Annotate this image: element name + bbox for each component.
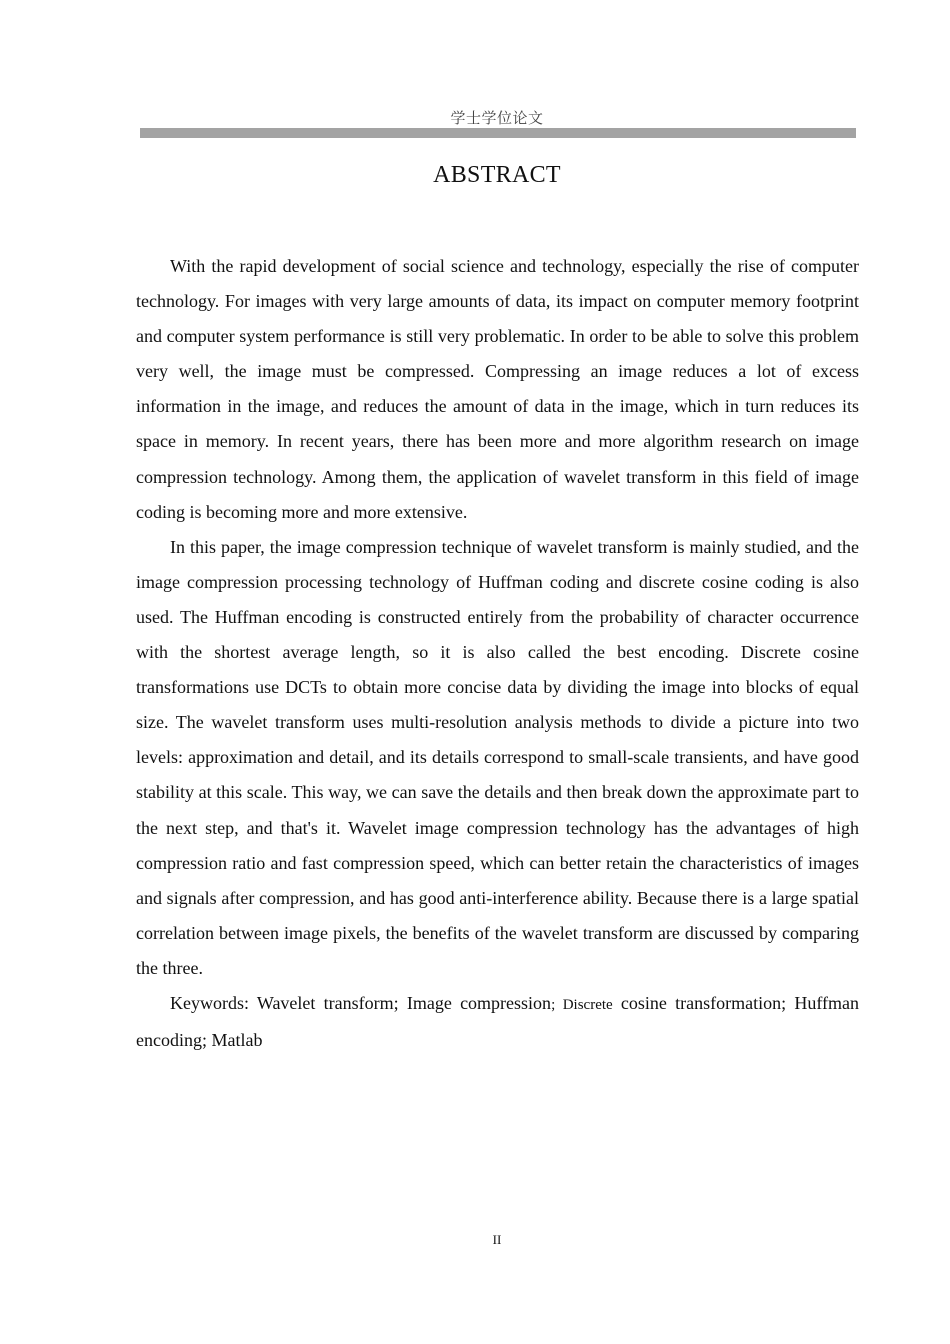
keywords-text-2: ; Discrete	[551, 996, 613, 1013]
header-rule	[140, 128, 856, 138]
abstract-body	[136, 249, 859, 1058]
abstract-paragraph-2: In this paper, the image compression technique of wavelet transform is mainly studied, and the image compression processing technology of Huffman coding and discrete cosine coding is also used. The Huffman encoding is constructed entirely from the probability of character occurrence with the shortest average length, so it is also called the best encoding. Discrete cosine transformations use DCTs to obtain more concise data by dividing the image into blocks of equal size. The wavelet transform uses multi-resolution analysis methods to divide a picture into two levels: approximation and detail, and its details correspond to small-scale transients, and have good stability at this scale. This way, we can save the details and then break down the approximate part to the next step, and that's it. Wavelet image compression technology has the advantages of high compression ratio and fast compression speed, which can better retain the characteristics of images and signals after compression, and has good anti-interference ability. Because there is a large spatial correlation between image pixels, the benefits of the wavelet transform are discussed by comparing the three.	[136, 536, 859, 978]
abstract-title: ABSTRACT	[433, 162, 561, 188]
abstract-paragraph-1: With the rapid development of social science and technology, especially the rise of computer technology. For images with very large amounts of data, its impact on computer memory footprint and computer system performance is still very problematic. In order to be able to solve this problem very well, the image must be compressed. Compressing an image reduces a lot of excess information in the image, and reduces the amount of data in the image, which in turn reduces its space in memory. In recent years, there has been more and more algorithm research on image compression technology. Among them, the application of wavelet transform in this field of image coding is becoming more and more extensive.	[136, 256, 859, 522]
keywords-paragraph	[136, 986, 859, 1058]
keywords-text-1: Keywords: Wavelet transform; Image compression	[170, 992, 552, 1013]
running-header: 学士学位论文	[450, 109, 544, 127]
page-number: II	[492, 1232, 502, 1247]
keywords-text-3: cosine transformation; Huffman encoding; Matlab	[136, 992, 859, 1051]
